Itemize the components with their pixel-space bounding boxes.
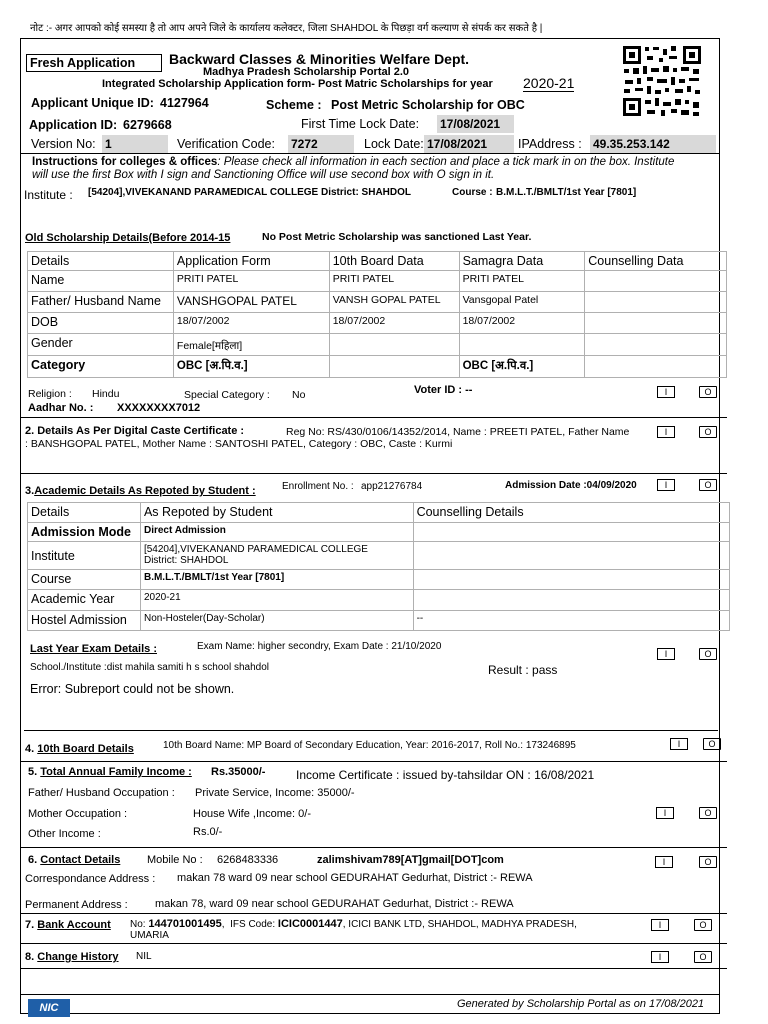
institute-check-box[interactable]: I: [655, 856, 673, 868]
cell: [585, 313, 727, 334]
row-label: Hostel Admission: [28, 611, 141, 631]
table-row: [28, 590, 730, 611]
cell: OBC [अ.पि.व.]: [459, 356, 585, 378]
header-cell: As Repoted by Student: [140, 503, 413, 523]
history-value: NIL: [136, 951, 152, 962]
office-check-box[interactable]: O: [699, 386, 717, 398]
portal-title: Madhya Pradesh Scholarship Portal 2.0: [203, 66, 410, 78]
permanent-address-label: Permanent Address :: [25, 899, 128, 911]
row-label: Name: [28, 271, 174, 292]
father-occupation-label: Father/ Husband Occupation :: [28, 787, 175, 799]
cell: 18/07/2002: [329, 313, 459, 334]
last-exam-details: Exam Name: higher secondry, Exam Date : 21/10/2020: [197, 641, 442, 652]
religion-value: Hindu: [92, 388, 120, 400]
cell: [413, 542, 729, 570]
religion-label: Religion :: [28, 388, 72, 400]
cell: [413, 570, 729, 590]
header-cell: Application Form: [173, 252, 329, 271]
header-cell: Samagra Data: [459, 252, 585, 271]
row-label: Admission Mode: [28, 523, 141, 542]
header-cell: Details: [28, 503, 141, 523]
income-amount: Rs.35000/-: [211, 766, 266, 778]
cell: [54204],VIVEKANAND PARAMEDICAL COLLEGE District: SHAHDOL: [140, 542, 413, 570]
contact-heading: [28, 854, 120, 866]
row-label: Gender: [28, 334, 174, 356]
scheme-label: Scheme :: [266, 98, 322, 112]
instructions-text-1: : Please check all information in each section and place a tick mark in on the box. Institute: [217, 156, 675, 168]
office-check-box[interactable]: O: [703, 738, 721, 750]
history-heading: [25, 951, 119, 963]
first-lock-date: 17/08/2021: [437, 115, 514, 133]
instructions: [32, 156, 674, 168]
cell: [585, 292, 727, 313]
unique-id-label: Applicant Unique ID:: [31, 96, 154, 110]
history-title: Change History: [37, 951, 119, 963]
caste-text-2: : BANSHGOPAL PATEL, Mother Name : SANTOSHI PATEL, Category : OBC, Caste : Kurmi: [25, 438, 453, 450]
bank-account: No: 144701001495, IFS Code: ICIC0001447, ICICI BANK LTD, SHAHDOL, MADHYA PRADESH,: [130, 918, 577, 930]
verification-code: 7272: [288, 135, 354, 153]
other-income-value: Rs.0/-: [193, 826, 223, 838]
board-number: 4.: [25, 743, 35, 755]
old-scholarship-note: No Post Metric Scholarship was sanctioned Last Year.: [262, 231, 532, 243]
cell: 18/07/2002: [459, 313, 585, 334]
permanent-address-value: makan 78, ward 09 near school GEDURAHAT Gedurhat, District :- REWA: [155, 898, 514, 910]
aadhar-label: Aadhar No. :: [28, 402, 94, 414]
table-row: [28, 271, 727, 292]
enrollment-value: app21276784: [361, 481, 423, 492]
table-row: [28, 334, 727, 356]
cell: Vansgopal Patel: [459, 292, 585, 313]
application-id-label: Application ID:: [29, 118, 118, 132]
application-id-value: 6279668: [123, 118, 172, 132]
institute-value: [54204],VIVEKANAND PARAMEDICAL COLLEGE District: SHAHDOL: [88, 187, 412, 198]
dept-title: Backward Classes & Minorities Welfare Dept.: [169, 51, 470, 67]
form-title: Integrated Scholarship Application form- Post Matric Scholarships for year: [102, 78, 493, 90]
institute-check-box[interactable]: I: [670, 738, 688, 750]
instructions-text-2: will use the first Box with I sign and Sanctioning Office will use second box with O sign in it.: [32, 169, 495, 181]
enrollment-label: Enrollment No. :: [282, 481, 354, 492]
institute-check-box[interactable]: I: [657, 479, 675, 491]
board-title: 10th Board Details: [37, 743, 134, 755]
table-row: [28, 523, 730, 542]
board-heading: [25, 743, 134, 755]
email-value: zalimshivam789[AT]gmail[DOT]com: [317, 854, 504, 866]
office-check-box[interactable]: O: [699, 856, 717, 868]
table-row: [28, 542, 730, 570]
special-category-label: Special Category :: [184, 389, 270, 401]
top-notice: नोट :- अगर आपको कोई समस्या है तो आप अपने जिले के कार्यालय कलेक्टर, जिला SHAHDOL के पिछड़ा वर्ग कल्याण से संपर्क कर सकते है |: [30, 23, 543, 34]
mother-occupation-label: Mother Occupation :: [28, 808, 128, 820]
institute-check-box[interactable]: I: [657, 648, 675, 660]
father-occupation-value: Private Service, Income: 35000/-: [195, 787, 355, 799]
mother-occupation-value: House Wife ,Income: 0/-: [193, 808, 311, 820]
admission-date: Admission Date :04/09/2020: [505, 480, 637, 491]
correspondence-address-label: Correspondance Address :: [25, 873, 156, 885]
cell: [413, 523, 729, 542]
office-check-box[interactable]: O: [694, 951, 712, 963]
first-lock-label: First Time Lock Date:: [301, 117, 420, 131]
history-number: 8.: [25, 951, 35, 963]
institute-check-box[interactable]: I: [657, 386, 675, 398]
income-title: Total Annual Family Income :: [40, 766, 192, 778]
qr-code: [621, 44, 703, 118]
nic-logo: NIC: [28, 999, 70, 1017]
table-header-row: [28, 503, 730, 523]
cell: 2020-21: [140, 590, 413, 611]
mobile-value: 6268483336: [217, 854, 279, 866]
academic-heading: [25, 485, 256, 497]
board-details: 10th Board Name: MP Board of Secondary Education, Year: 2016-2017, Roll No.: 173246895: [163, 740, 576, 751]
account-no-value: 144701001495: [148, 918, 222, 930]
scheme-value: Post Metric Scholarship for OBC: [331, 98, 525, 112]
cell: [585, 334, 727, 356]
header-cell: 10th Board Data: [329, 252, 459, 271]
caste-heading: 2. Details As Per Digital Caste Certificate :: [25, 425, 245, 437]
ifs-value: ICIC0001447: [277, 918, 343, 930]
special-category-value: No: [292, 389, 306, 401]
last-exam-heading: Last Year Exam Details :: [30, 643, 157, 655]
contact-title: Contact Details: [40, 854, 121, 866]
last-exam-school: School./Institute :dist mahila samiti h s school shahdol: [30, 662, 270, 673]
cell: [413, 590, 729, 611]
account-no-label: No:: [130, 919, 146, 930]
version-label: Version No:: [31, 137, 96, 151]
cell: [459, 334, 585, 356]
income-number: 5.: [28, 766, 38, 778]
office-check-box[interactable]: O: [699, 648, 717, 660]
cell: Direct Admission: [140, 523, 413, 542]
lock-date-label: Lock Date:: [364, 137, 424, 151]
course-label: Course :: [452, 187, 493, 198]
row-label: DOB: [28, 313, 174, 334]
table-row: [28, 356, 727, 378]
institute-check-box[interactable]: I: [656, 807, 674, 819]
caste-text-1: Reg No: RS/430/0106/14352/2014, Name : PREETI PATEL, Father Name: [286, 426, 630, 438]
cell: PRITI PATEL: [329, 271, 459, 292]
table-header-row: [28, 252, 727, 271]
table-row: [28, 313, 727, 334]
contact-number: 6.: [28, 854, 38, 866]
course-value: B.M.L.T./BMLT/1st Year [7801]: [496, 187, 637, 198]
office-check-box[interactable]: O: [699, 426, 717, 438]
institute-label: Institute :: [24, 188, 73, 202]
lock-date-value: 17/08/2021: [424, 135, 514, 153]
ip-value: 49.35.253.142: [590, 135, 716, 153]
income-heading: [28, 766, 192, 778]
row-label: Academic Year: [28, 590, 141, 611]
academic-number: 3.: [25, 485, 35, 497]
office-check-box[interactable]: O: [699, 479, 717, 491]
cell: [329, 356, 459, 378]
old-scholarship-heading: Old Scholarship Details(Before 2014-15: [25, 232, 231, 244]
aadhar-value: XXXXXXXX7012: [117, 402, 201, 414]
institute-check-box[interactable]: I: [651, 951, 669, 963]
unique-id-value: 4127964: [160, 96, 209, 110]
table-row: [28, 292, 727, 313]
ip-label: IPAddress :: [518, 137, 582, 151]
cell: OBC [अ.पि.व.]: [173, 356, 329, 378]
bank-number: 7.: [25, 919, 35, 931]
bank-branch: UMARIA: [130, 930, 169, 941]
academic-details-table: [27, 502, 730, 631]
cell: VANSH GOPAL PATEL: [329, 292, 459, 313]
table-row: [28, 570, 730, 590]
office-check-box[interactable]: O: [694, 919, 712, 931]
instructions-label: Instructions for colleges & offices: [32, 156, 218, 168]
cell: VANSHGOPAL PATEL: [173, 292, 329, 313]
version-value: 1: [102, 135, 168, 153]
office-check-box[interactable]: O: [699, 807, 717, 819]
bank-title: Bank Account: [37, 919, 111, 931]
subreport-error: Error: Subreport could not be shown.: [30, 682, 235, 696]
fresh-application-badge: Fresh Application: [26, 54, 162, 72]
academic-title: Academic Details As Repoted by Student :: [34, 485, 256, 497]
mobile-label: Mobile No :: [147, 854, 203, 866]
header-cell: Counselling Data: [585, 252, 727, 271]
institute-check-box[interactable]: I: [657, 426, 675, 438]
table-row: [28, 611, 730, 631]
cell: Female[महिला]: [173, 334, 329, 356]
cell: [585, 271, 727, 292]
cell: PRITI PATEL: [459, 271, 585, 292]
header-cell: Counselling Details: [413, 503, 729, 523]
bank-name: , ICICI BANK LTD, SHAHDOL, MADHYA PRADESH,: [342, 919, 577, 930]
verification-label: Verification Code:: [177, 137, 275, 151]
cell: [329, 334, 459, 356]
income-certificate: Income Certificate : issued by-tahsildar ON : 16/08/2021: [296, 768, 595, 782]
row-label: Father/ Husband Name: [28, 292, 174, 313]
last-exam-result: Result : pass: [488, 663, 558, 677]
header-cell: Details: [28, 252, 174, 271]
institute-check-box[interactable]: I: [651, 919, 669, 931]
bank-heading: [25, 919, 111, 931]
row-label: Institute: [28, 542, 141, 570]
cell: Non-Hosteler(Day-Scholar): [140, 611, 413, 631]
cell: B.M.L.T./BMLT/1st Year [7801]: [140, 570, 413, 590]
ifs-label: IFS Code:: [230, 919, 276, 930]
personal-details-table: [27, 251, 727, 378]
cell: 18/07/2002: [173, 313, 329, 334]
row-label: Category: [28, 356, 174, 378]
generated-footer: Generated by Scholarship Portal as on 17/08/2021: [457, 998, 705, 1010]
cell: --: [413, 611, 729, 631]
row-label: Course: [28, 570, 141, 590]
form-year: 2020-21: [523, 75, 575, 91]
other-income-label: Other Income :: [28, 828, 101, 840]
cell: [585, 356, 727, 378]
cell: PRITI PATEL: [173, 271, 329, 292]
correspondence-address-value: makan 78 ward 09 near school GEDURAHAT Gedurhat, District :- REWA: [177, 872, 533, 884]
voter-id: Voter ID : --: [414, 384, 473, 396]
